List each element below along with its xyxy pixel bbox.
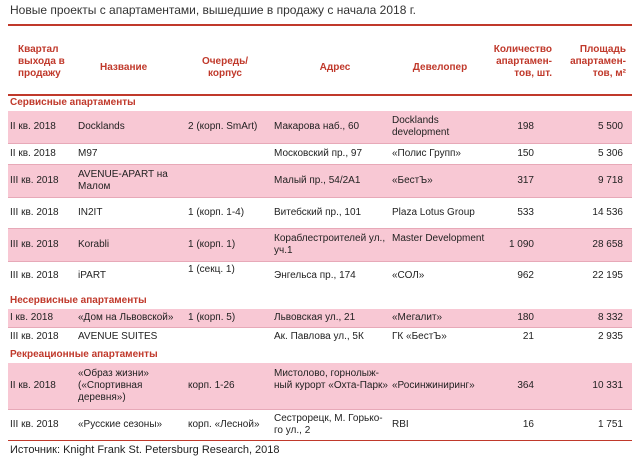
cell-area: 28 658 xyxy=(592,239,623,250)
cell-name: Korabli xyxy=(78,239,110,250)
table-row xyxy=(8,198,632,229)
cell-developer: «БестЪ» xyxy=(392,175,433,186)
section-title: Несервисные апартаменты xyxy=(10,295,147,306)
table-row xyxy=(8,262,632,290)
cell-name: Docklands xyxy=(78,121,125,132)
cell-count: 317 xyxy=(517,175,534,186)
cell-count: 180 xyxy=(517,312,534,323)
header-quarter: Квартал выхода в продажу xyxy=(18,44,65,79)
cell-area: 8 332 xyxy=(597,312,623,323)
cell-count: 533 xyxy=(517,207,534,218)
cell-area: 1 751 xyxy=(597,419,623,430)
cell-phase: 1 (корп. 5) xyxy=(188,312,236,323)
cell-count: 962 xyxy=(517,270,534,281)
header-area: Площадь апартамен-тов, м² xyxy=(570,44,626,79)
cell-address: Ак. Павлова ул., 5К xyxy=(274,331,364,342)
cell-area: 22 195 xyxy=(592,270,623,281)
cell-phase: 1 (секц. 1) xyxy=(188,264,235,275)
cell-count: 198 xyxy=(517,121,534,132)
header-name: Название xyxy=(100,62,148,73)
cell-phase: корп. 1-26 xyxy=(188,380,235,391)
table-row xyxy=(8,144,632,165)
cell-count: 16 xyxy=(522,419,534,430)
cell-area: 10 331 xyxy=(592,380,623,391)
cell-developer: ГК «БестЪ» xyxy=(392,331,447,342)
bottom-rule xyxy=(8,440,632,441)
cell-address: Московский пр., 97 xyxy=(274,148,363,159)
header-count: Количество апартамен-тов, шт. xyxy=(493,44,552,79)
cell-address: Мистолово, горнолыж-ный курорт «Охта-Парк» xyxy=(274,368,388,391)
cell-area: 5 306 xyxy=(597,148,623,159)
cell-count: 150 xyxy=(517,148,534,159)
section-title: Сервисные апартаменты xyxy=(10,97,136,108)
cell-quarter: III кв. 2018 xyxy=(10,239,59,250)
cell-address: Львовская ул., 21 xyxy=(274,312,356,323)
cell-developer: «Полис Групп» xyxy=(392,148,461,159)
table-row xyxy=(8,229,632,262)
cell-phase: корп. «Лесной» xyxy=(188,419,260,430)
cell-phase: 1 (корп. 1-4) xyxy=(188,207,245,218)
cell-developer: Docklands development xyxy=(392,115,450,138)
header-phase: Очередь/ корпус xyxy=(201,56,249,79)
section-title: Рекреационные апартаменты xyxy=(10,349,158,360)
cell-name: AVENUE-APART на Малом xyxy=(78,169,168,192)
cell-quarter: III кв. 2018 xyxy=(10,270,59,281)
table-row xyxy=(8,328,632,346)
cell-name: «Дом на Львовской» xyxy=(78,312,174,323)
table-title: Новые проекты с апартаментами, вышедшие в продажу с начала 2018 г. xyxy=(10,3,416,17)
cell-address: Макарова наб., 60 xyxy=(274,121,360,132)
cell-quarter: III кв. 2018 xyxy=(10,419,59,430)
cell-count: 364 xyxy=(517,380,534,391)
cell-quarter: I кв. 2018 xyxy=(10,312,54,323)
cell-name: AVENUE SUITES xyxy=(78,331,158,342)
header-developer: Девелопер xyxy=(412,62,468,73)
cell-address: Кораблестроителей ул., уч.1 xyxy=(274,233,386,256)
cell-quarter: III кв. 2018 xyxy=(10,331,59,342)
table-row xyxy=(8,111,632,144)
table-row xyxy=(8,363,632,410)
table-row xyxy=(8,309,632,328)
cell-address: Энгельса пр., 174 xyxy=(274,270,356,281)
header-address: Адрес xyxy=(319,62,351,73)
cell-area: 2 935 xyxy=(597,331,623,342)
cell-developer: Plaza Lotus Group xyxy=(392,207,475,218)
cell-address: Малый пр., 54/2А1 xyxy=(274,175,361,186)
cell-address: Сестрорецк, М. Горько-го ул., 2 xyxy=(274,413,383,436)
cell-count: 1 090 xyxy=(508,239,534,250)
cell-name: IN2IT xyxy=(78,207,103,218)
table-row xyxy=(8,410,632,440)
source-note: Источник: Knight Frank St. Petersburg Research, 2018 xyxy=(10,444,280,456)
cell-area: 14 536 xyxy=(592,207,623,218)
cell-quarter: II кв. 2018 xyxy=(10,380,56,391)
cell-developer: Master Development xyxy=(392,233,485,244)
header-rule xyxy=(8,94,632,96)
cell-phase: 1 (корп. 1) xyxy=(188,239,236,250)
cell-area: 9 718 xyxy=(597,175,623,186)
cell-name: M97 xyxy=(78,148,98,159)
cell-developer: «Росинжиниринг» xyxy=(392,380,475,391)
cell-name: «Образ жизни» («Спортивная деревня») xyxy=(78,368,149,403)
cell-quarter: II кв. 2018 xyxy=(10,121,56,132)
cell-developer: RBI xyxy=(392,419,409,430)
cell-quarter: III кв. 2018 xyxy=(10,175,59,186)
cell-address: Витебский пр., 101 xyxy=(274,207,362,218)
top-rule xyxy=(8,24,632,26)
cell-phase: 2 (корп. SmArt) xyxy=(188,121,258,132)
cell-area: 5 500 xyxy=(597,121,623,132)
cell-name: iPART xyxy=(78,270,106,281)
table-row xyxy=(8,165,632,198)
cell-quarter: III кв. 2018 xyxy=(10,207,59,218)
cell-developer: «СОЛ» xyxy=(392,270,425,281)
cell-name: «Русские сезоны» xyxy=(78,419,163,430)
cell-quarter: II кв. 2018 xyxy=(10,148,56,159)
cell-developer: «Мегалит» xyxy=(392,312,443,323)
cell-count: 21 xyxy=(522,331,534,342)
